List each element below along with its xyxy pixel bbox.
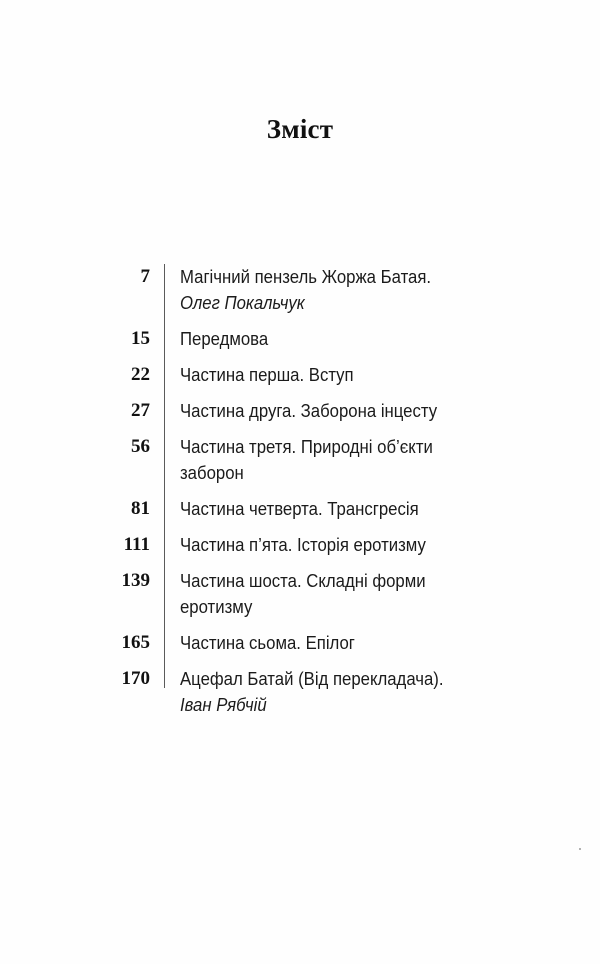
toc-entry (0, 666, 600, 718)
page-title: Зміст (266, 114, 334, 144)
toc-entry (0, 532, 600, 558)
toc-page-number: 165 (121, 632, 150, 653)
toc-entry (0, 398, 600, 424)
toc-page-number: 81 (131, 498, 150, 519)
toc-entry-title: Передмова (180, 329, 269, 349)
toc-page-number: 22 (131, 364, 150, 385)
toc-page-number: 170 (121, 668, 150, 689)
toc-entry-author: Іван Рябчій (180, 695, 267, 715)
toc-entry (0, 630, 600, 656)
toc-page-number: 27 (131, 400, 150, 421)
toc-entry-title: Магічний пензель Жоржа Батая. (180, 267, 432, 287)
toc-page-number: 15 (131, 328, 150, 349)
toc-entry-author: Олег Покальчук (180, 293, 305, 313)
toc-entry (0, 362, 600, 388)
toc-entry-title: Частина перша. Вступ (180, 365, 354, 385)
toc-entry-title: Ацефал Батай (Від перекладача). (180, 669, 444, 689)
toc-page-number: 7 (140, 266, 150, 287)
toc-page-number: 56 (131, 436, 150, 457)
toc-entry (0, 568, 600, 620)
toc-page-number: 139 (121, 570, 150, 591)
toc-entry (0, 496, 600, 522)
toc-entry-title: Частина сьома. Епілог (180, 633, 355, 653)
toc-page-number: 111 (123, 534, 150, 555)
table-of-contents (0, 264, 600, 728)
toc-entry-title: Частина третя. Природні об’єкти заборон (180, 437, 433, 483)
toc-entry-title: Частина четверта. Трансгресія (180, 499, 419, 519)
paper-speck (579, 848, 581, 850)
toc-entry-title: Частина п’ята. Історія еротизму (180, 535, 426, 555)
toc-entry-title: Частина друга. Заборона інцесту (180, 401, 438, 421)
toc-entry-title: Частина шоста. Складні форми еротизму (180, 571, 426, 617)
toc-entry (0, 326, 600, 352)
toc-entry (0, 264, 600, 316)
toc-entry (0, 434, 600, 486)
